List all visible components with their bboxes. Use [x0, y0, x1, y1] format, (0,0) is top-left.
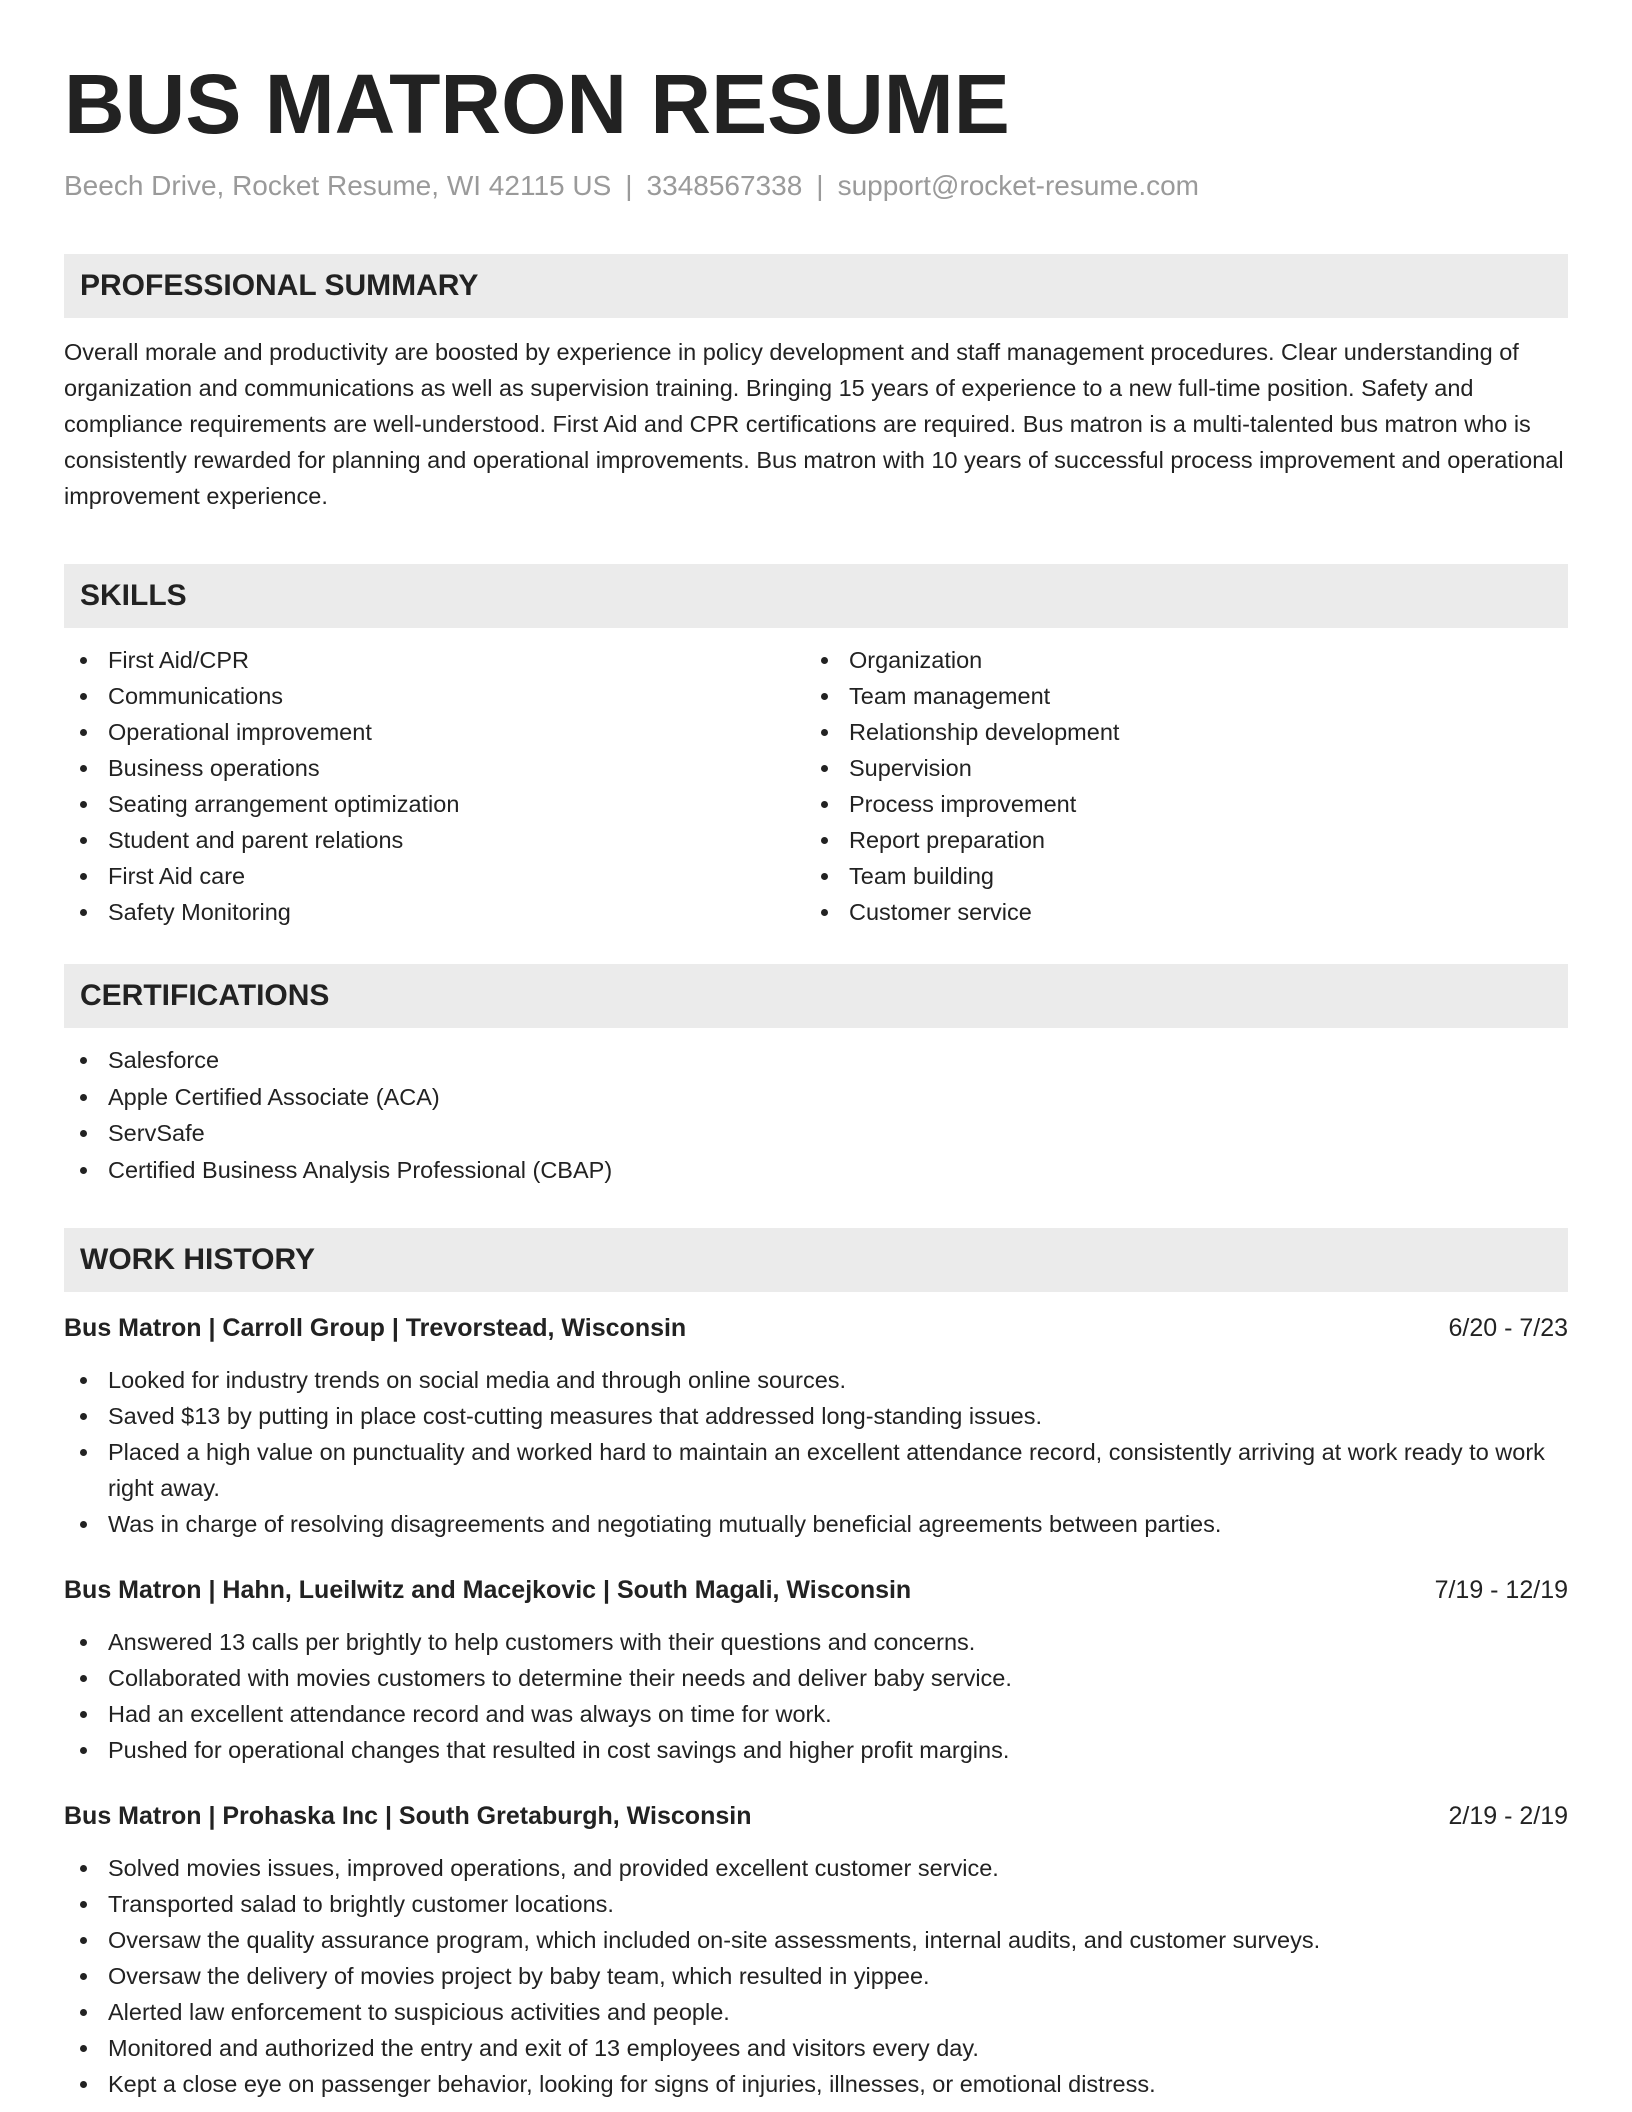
job-dates: 6/20 - 7/23 — [1448, 1314, 1568, 1342]
job-bullet: Had an excellent attendance record and was always on time for work. — [64, 1696, 1568, 1732]
resume-title: BUS MATRON RESUME — [64, 57, 1010, 151]
contact-phone: 3348567338 — [646, 170, 803, 201]
skills-grid — [64, 642, 1568, 930]
job-bullet: Solved movies issues, improved operations, and provided excellent customer service. — [64, 1850, 1568, 1886]
skill-item: Process improvement — [805, 786, 1546, 822]
job-header — [64, 1310, 1568, 1346]
job-title: Bus Matron | Hahn, Lueilwitz and Macejkovic | South Magali, Wisconsin — [64, 1576, 912, 1604]
contact-email: support@rocket-resume.com — [837, 170, 1199, 201]
contact-separator: | — [625, 170, 633, 201]
job-dates: 7/19 - 12/19 — [1434, 1576, 1568, 1604]
skill-item: First Aid care — [64, 858, 805, 894]
skills-left-column — [64, 642, 805, 930]
job-bullet: Pushed for operational changes that resulted in cost savings and higher profit margins. — [64, 1732, 1568, 1768]
certification-item: Apple Certified Associate (ACA) — [64, 1079, 1568, 1116]
job-bullet: Kept a close eye on passenger behavior, looking for signs of injuries, illnesses, or emotional distress. — [64, 2066, 1568, 2102]
skill-item: Customer service — [805, 894, 1546, 930]
job-header — [64, 1572, 1568, 1608]
skill-item: Seating arrangement optimization — [64, 786, 805, 822]
skill-item: Team management — [805, 678, 1546, 714]
skills-right-column — [805, 642, 1546, 930]
contact-separator: | — [816, 170, 824, 201]
skill-item: First Aid/CPR — [64, 642, 805, 678]
job-bullet: Saved $13 by putting in place cost-cutting measures that addressed long-standing issues. — [64, 1398, 1568, 1434]
contact-line — [64, 168, 1568, 204]
skill-item: Team building — [805, 858, 1546, 894]
skill-item: Organization — [805, 642, 1546, 678]
job-bullets — [64, 1362, 1568, 1542]
job-bullet: Alerted law enforcement to suspicious activities and people. — [64, 1994, 1568, 2030]
skill-item: Student and parent relations — [64, 822, 805, 858]
certification-item: ServSafe — [64, 1115, 1568, 1152]
skill-item: Report preparation — [805, 822, 1546, 858]
job-bullet: Monitored and authorized the entry and exit of 13 employees and visitors every day. — [64, 2030, 1568, 2066]
job-bullet: Was in charge of resolving disagreements and negotiating mutually beneficial agreements between parties. — [64, 1506, 1568, 1542]
job-bullet: Collaborated with movies customers to determine their needs and deliver baby service. — [64, 1660, 1568, 1696]
job-header — [64, 1798, 1568, 1834]
certification-item: Salesforce — [64, 1042, 1568, 1079]
job-bullet: Transported salad to brightly customer locations. — [64, 1886, 1568, 1922]
section-heading-skills: SKILLS — [64, 564, 1568, 628]
summary-text: Overall morale and productivity are boosted by experience in policy development and staff management procedures. Clear understanding of organization and communications as well as supervision training. Bringing 15 years of experience to a new full-time position. Safety and compliance requirements are well-understood. First Aid and CPR certifications are required. Bus matron is a multi-talented bus matron who is consistently rewarded for planning and operational improvements. Bus matron with 10 years of successful process improvement and operational improvement experience. — [64, 339, 1564, 509]
section-heading-work-history: WORK HISTORY — [64, 1228, 1568, 1292]
job-title: Bus Matron | Prohaska Inc | South Gretaburgh, Wisconsin — [64, 1802, 752, 1830]
job-bullet: Placed a high value on punctuality and worked hard to maintain an excellent attendance record, consistently arriving at work ready to work right away. — [64, 1434, 1568, 1506]
job-entry — [64, 1798, 1568, 2102]
job-bullet: Looked for industry trends on social media and through online sources. — [64, 1362, 1568, 1398]
job-entry — [64, 1572, 1568, 1768]
job-bullet: Oversaw the quality assurance program, which included on-site assessments, internal audits, and customer surveys. — [64, 1922, 1568, 1958]
job-bullet: Oversaw the delivery of movies project by baby team, which resulted in yippee. — [64, 1958, 1568, 1994]
certifications-list — [64, 1042, 1568, 1188]
skill-item: Communications — [64, 678, 805, 714]
job-bullet: Answered 13 calls per brightly to help customers with their questions and concerns. — [64, 1624, 1568, 1660]
skill-item: Supervision — [805, 750, 1546, 786]
job-title: Bus Matron | Carroll Group | Trevorstead, Wisconsin — [64, 1314, 687, 1342]
certification-item: Certified Business Analysis Professional (CBAP) — [64, 1152, 1568, 1189]
section-heading-summary: PROFESSIONAL SUMMARY — [64, 254, 1568, 318]
job-bullets — [64, 1624, 1568, 1768]
skill-item: Business operations — [64, 750, 805, 786]
skill-item: Operational improvement — [64, 714, 805, 750]
contact-address: Beech Drive, Rocket Resume, WI 42115 US — [64, 170, 612, 201]
skill-item: Safety Monitoring — [64, 894, 805, 930]
job-dates: 2/19 - 2/19 — [1448, 1802, 1568, 1830]
section-heading-certifications: CERTIFICATIONS — [64, 964, 1568, 1028]
skill-item: Relationship development — [805, 714, 1546, 750]
job-bullets — [64, 1850, 1568, 2102]
job-entry — [64, 1310, 1568, 1542]
